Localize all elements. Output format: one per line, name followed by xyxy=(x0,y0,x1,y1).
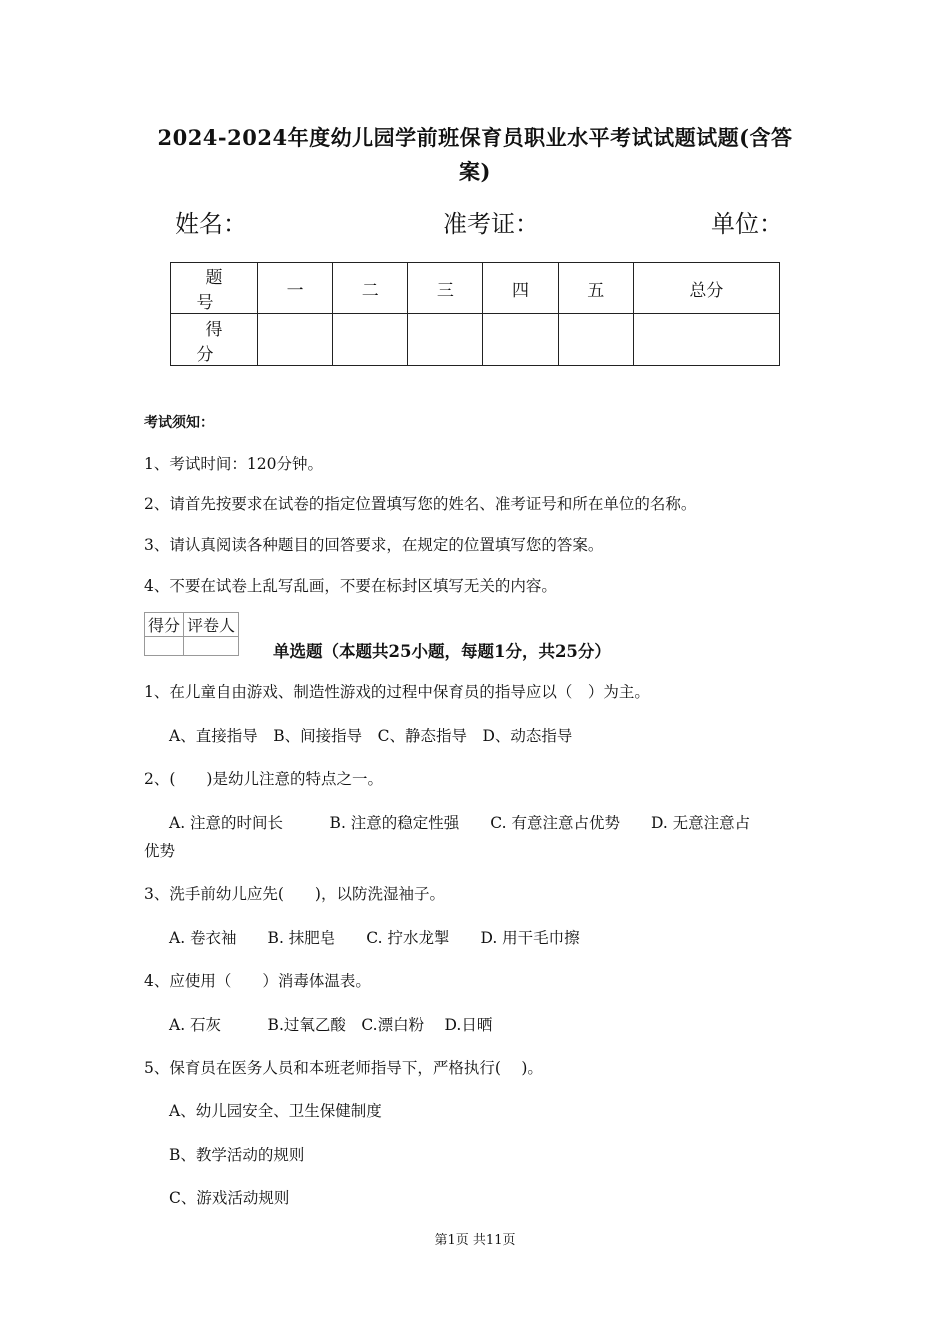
score-input-cell[interactable] xyxy=(633,314,779,366)
question-stem: 4、应使用（ ）消毒体温表。 xyxy=(144,972,371,990)
question-options: A. 注意的时间长 B. 注意的稳定性强 C. 有意注意占优势 D. 无意注意占 xyxy=(169,814,751,832)
score-table xyxy=(170,262,780,366)
score-table-score-row xyxy=(171,314,780,366)
score-table-cell: 一 xyxy=(258,263,333,314)
grader-box xyxy=(144,612,239,656)
score-table-cell: 总分 xyxy=(633,263,779,314)
name-field-label: 姓名： xyxy=(175,210,247,238)
unit-field-label: 单位： xyxy=(711,210,783,238)
notice-item: 2、请首先按要求在试卷的指定位置填写您的姓名、准考证号和所在单位的名称。 xyxy=(144,495,697,513)
notice-item: 1、考试时间：120分钟。 xyxy=(144,455,323,473)
question-option: A、幼儿园安全、卫生保健制度 xyxy=(169,1102,382,1120)
question-stem: 1、在儿童自由游戏、制造性游戏的过程中保育员的指导应以（ ）为主。 xyxy=(144,683,650,701)
document-title-line2: 案) xyxy=(459,159,491,184)
score-table-header-row xyxy=(171,263,780,314)
question-stem: 3、洗手前幼儿应先( )，以防洗湿袖子。 xyxy=(144,885,445,903)
score-table-cell: 四 xyxy=(483,263,558,314)
score-input-cell[interactable] xyxy=(258,314,333,366)
score-table-cell: 三 xyxy=(408,263,483,314)
question-stem: 2、( )是幼儿注意的特点之一。 xyxy=(144,770,383,788)
section-heading: 单选题（本题共25小题，每题1分，共25分） xyxy=(273,642,611,661)
score-input-cell[interactable] xyxy=(408,314,483,366)
grader-reviewer-input[interactable] xyxy=(184,637,239,656)
question-option: C、游戏活动规则 xyxy=(169,1189,290,1207)
question-option: B、教学活动的规则 xyxy=(169,1146,305,1164)
score-input-cell[interactable] xyxy=(333,314,408,366)
question-options: A、直接指导 B、间接指导 C、静态指导 D、动态指导 xyxy=(169,727,573,745)
score-input-cell[interactable] xyxy=(483,314,558,366)
score-table-cell: 五 xyxy=(558,263,633,314)
grader-score-label: 得分 xyxy=(145,613,184,637)
score-table-cell: 二 xyxy=(333,263,408,314)
grader-reviewer-label: 评卷人 xyxy=(184,613,239,637)
page-footer: 第1页 共11页 xyxy=(434,1233,516,1248)
notice-item: 3、请认真阅读各种题目的回答要求，在规定的位置填写您的答案。 xyxy=(144,536,604,554)
notice-heading: 考试须知： xyxy=(144,415,214,431)
question-options-continued: 优势 xyxy=(144,842,176,860)
exam-id-field-label: 准考证： xyxy=(443,210,539,238)
question-options: A. 石灰 B.过氧乙酸 C.漂白粉 D.日晒 xyxy=(169,1016,493,1034)
score-table-cell: 得 分 xyxy=(171,314,258,366)
question-options: A. 卷衣袖 B. 抹肥皂 C. 拧水龙掣 D. 用干毛巾擦 xyxy=(169,929,580,947)
score-table-cell: 题 号 xyxy=(171,263,258,314)
score-input-cell[interactable] xyxy=(558,314,633,366)
document-title-line1: 2024-2024年度幼儿园学前班保育员职业水平考试试题试题(含答 xyxy=(157,125,793,150)
grader-score-input[interactable] xyxy=(145,637,184,656)
question-stem: 5、保育员在医务人员和本班老师指导下，严格执行( )。 xyxy=(144,1059,543,1077)
notice-item: 4、不要在试卷上乱写乱画，不要在标封区填写无关的内容。 xyxy=(144,577,557,595)
